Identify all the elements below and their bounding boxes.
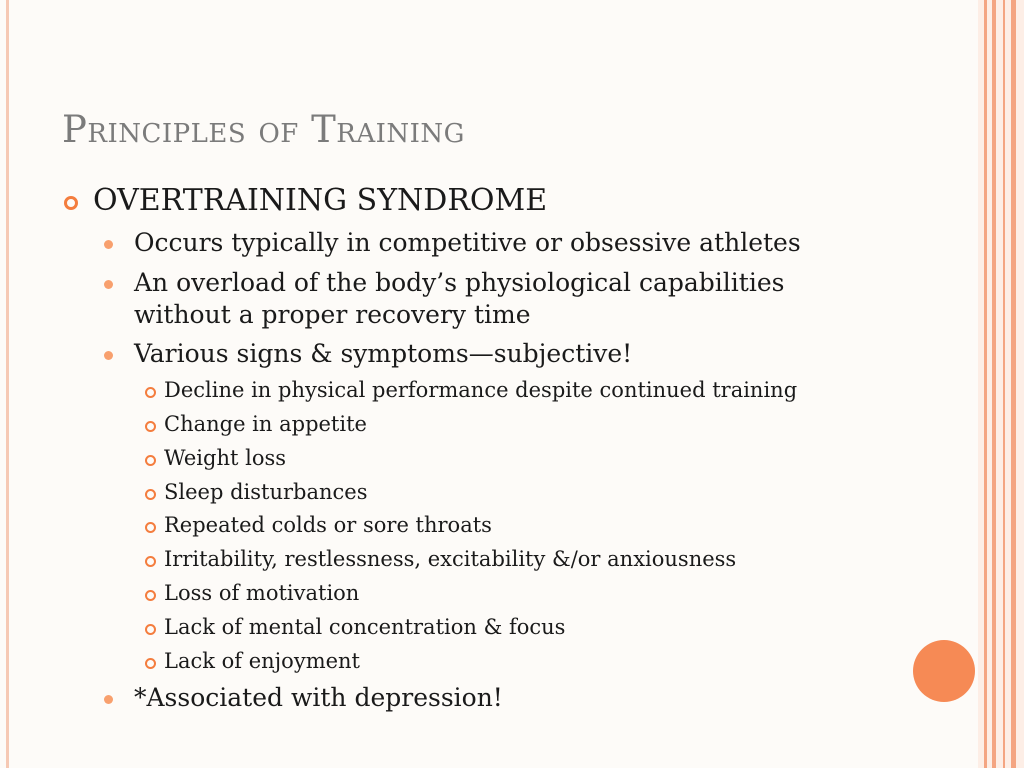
final-point-text: *Associated with depression! bbox=[134, 683, 503, 712]
symptom-text: Lack of enjoyment bbox=[164, 649, 360, 673]
dot-bullet-icon bbox=[104, 280, 113, 289]
symptom-text: Decline in physical performance despite continued training bbox=[164, 378, 798, 402]
dot-bullet-icon bbox=[104, 240, 113, 249]
slide-title: Principles of Training bbox=[62, 108, 465, 151]
ring-bullet-icon bbox=[145, 658, 156, 669]
heading-text: OVERTRAINING SYNDROME bbox=[93, 183, 548, 218]
point-text: An overload of the body’s physiological capabilities bbox=[134, 268, 785, 297]
ring-bullet-icon bbox=[145, 489, 156, 500]
ring-bullet-icon bbox=[64, 196, 78, 210]
symptom-text: Repeated colds or sore throats bbox=[164, 513, 492, 537]
dot-bullet-icon bbox=[104, 695, 113, 704]
ring-bullet-icon bbox=[145, 590, 156, 601]
point-text: Occurs typically in competitive or obsessive athletes bbox=[134, 228, 801, 257]
symptom-text: Weight loss bbox=[164, 446, 287, 470]
ring-bullet-icon bbox=[145, 455, 156, 466]
symptom-text: Loss of motivation bbox=[164, 581, 360, 605]
symptom-text: Lack of mental concentration & focus bbox=[164, 615, 566, 639]
point-text-continuation: without a proper recovery time bbox=[134, 300, 531, 329]
symptom-text: Change in appetite bbox=[164, 412, 367, 436]
ring-bullet-icon bbox=[145, 522, 156, 533]
ring-bullet-icon bbox=[145, 556, 156, 567]
symptom-text: Irritability, restlessness, excitability &/or anxiousness bbox=[164, 547, 737, 571]
dot-bullet-icon bbox=[104, 351, 113, 360]
symptom-text: Sleep disturbances bbox=[164, 480, 368, 504]
ring-bullet-icon bbox=[145, 421, 156, 432]
ring-bullet-icon bbox=[145, 387, 156, 398]
ring-bullet-icon bbox=[145, 624, 156, 635]
point-text: Various signs & symptoms—subjective! bbox=[134, 339, 633, 368]
